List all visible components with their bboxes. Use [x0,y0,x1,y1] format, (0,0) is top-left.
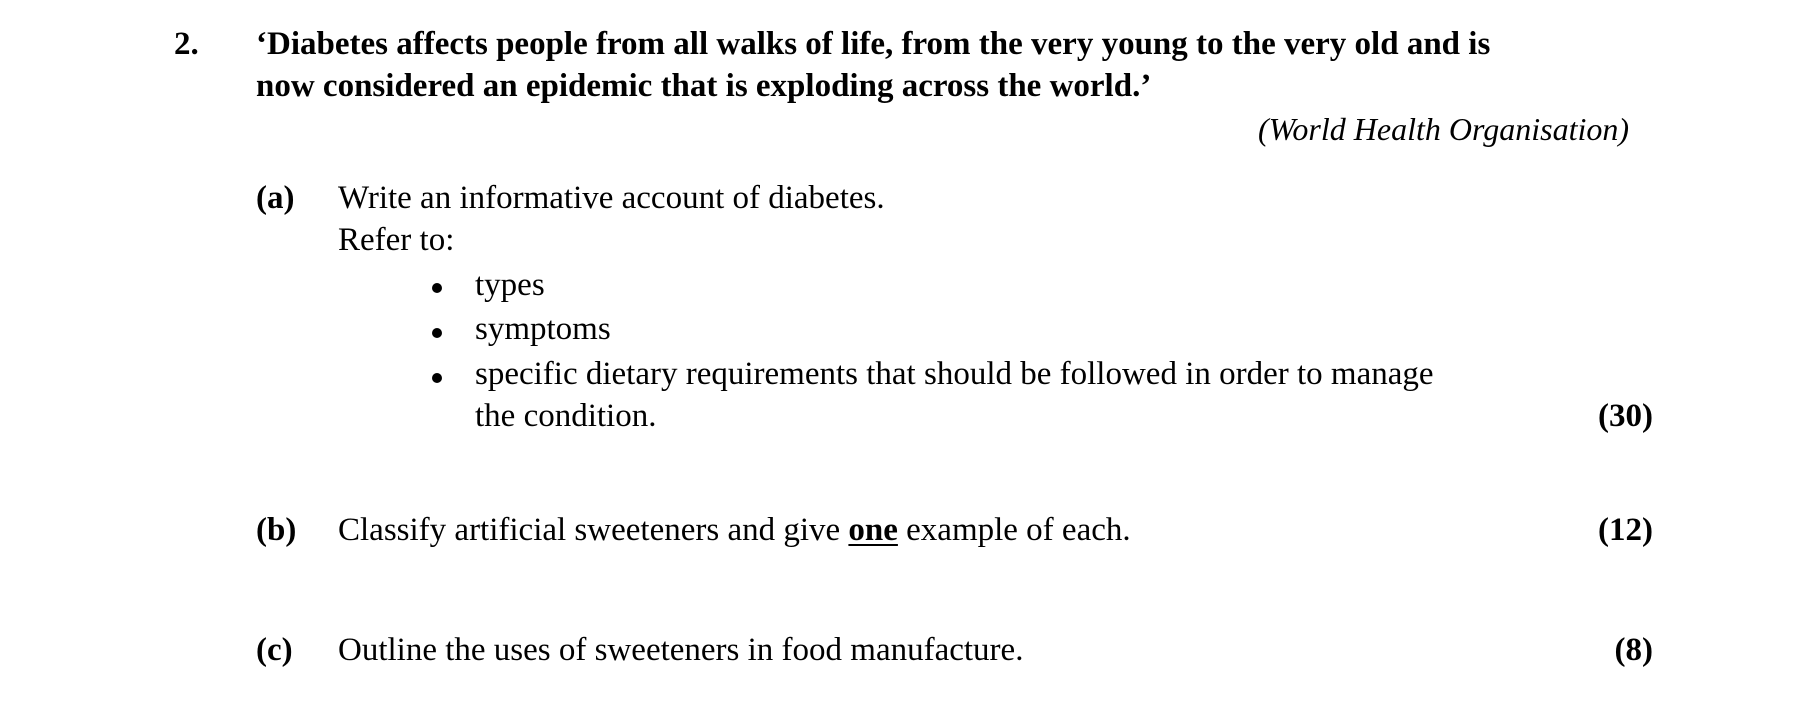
part-a-refer-to: Refer to: [338,222,455,258]
bullet-icon [432,283,442,293]
bullet-icon [432,373,442,383]
bullet-item-symptoms: symptoms [475,311,611,347]
part-c-label: (c) [256,632,293,668]
bullet-item-dietary-continuation: the condition. [475,398,657,434]
quote-source: (World Health Organisation) [1258,111,1629,147]
quote-line-1: ‘Diabetes affects people from all walks of life, from the very young to the very old and is [256,26,1491,62]
question-number: 2. [174,26,199,62]
part-b-text-before: Classify artificial sweeteners and give [338,512,849,548]
part-b-emphasis: one [848,512,898,548]
part-a-instruction: Write an informative account of diabetes. [338,180,885,216]
bullet-item-types: types [475,267,545,303]
part-c-marks: (8) [1614,632,1653,668]
part-b-text [338,512,1131,549]
bullet-item-dietary: specific dietary requirements that should be followed in order to manage [475,356,1434,392]
quote-line-2: now considered an epidemic that is exploding across the world.’ [256,68,1152,104]
part-b-marks: (12) [1598,512,1653,548]
part-a-marks: (30) [1598,398,1653,434]
part-c-text: Outline the uses of sweeteners in food manufacture. [338,632,1024,668]
part-b-text-after: example of each. [897,512,1131,548]
bullet-icon [432,328,442,338]
part-a-label: (a) [256,180,295,216]
part-b-label: (b) [256,512,297,548]
